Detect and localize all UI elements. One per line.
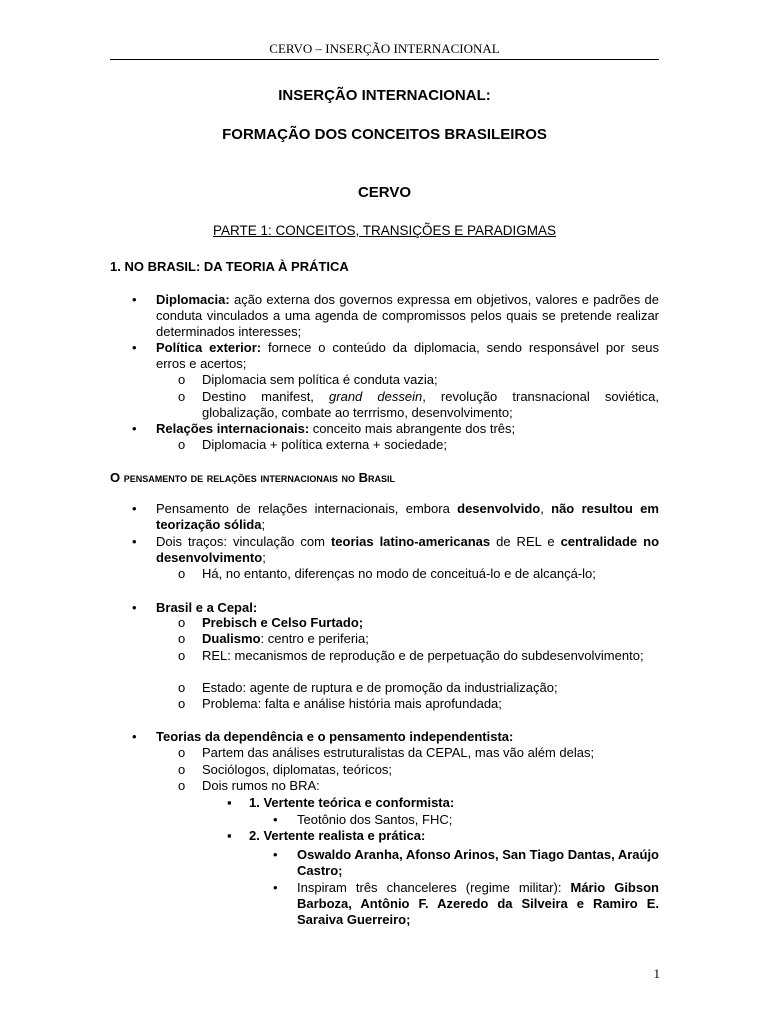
term-label: Política exterior: (156, 340, 262, 355)
part-title: PARTE 1: CONCEITOS, TRANSIÇÕES E PARADIGMAS (212, 223, 557, 238)
sub-item: Estado: agente de ruptura e de promoção da industrialização; (202, 680, 558, 695)
circle-bullet-icon: o (178, 372, 186, 387)
running-header: CERVO – INSERÇÃO INTERNACIONAL (110, 40, 659, 60)
square-bullet-icon (227, 828, 232, 844)
bullet-icon (273, 812, 278, 828)
bullet-icon (273, 880, 278, 896)
term-text: ação externa dos governos expressa em objetivos, valores e padrões de conduta vinculados a uma agenda de compromissos pelos quais se pretende realizar determinados interesses; (156, 292, 659, 339)
circle-bullet-icon: o (178, 389, 186, 404)
sub-item: Sociólogos, diplomatas, teóricos; (202, 762, 393, 777)
list-item-dependencia: Teorias da dependência e o pensamento independentista: (156, 729, 514, 744)
square-bullet-icon (227, 795, 232, 811)
circle-bullet-icon: o (178, 631, 186, 646)
section-2-heading: O pensamento de relações internacionais no Brasil (110, 470, 396, 485)
list-item-cepal: Brasil e a Cepal: (156, 600, 258, 615)
sub-sub-sub-item: Oswaldo Aranha, Afonso Arinos, San Tiago Dantas, Araújo Castro; (297, 847, 659, 878)
bullet-icon (132, 729, 137, 745)
circle-bullet-icon: o (178, 762, 186, 777)
title-line-2: FORMAÇÃO DOS CONCEITOS BRASILEIROS (222, 126, 547, 143)
sub-sub-item: 1. Vertente teórica e conformista: (249, 795, 455, 810)
bullet-icon (132, 421, 137, 437)
term-text: conceito mais abrangente dos três; (309, 421, 516, 436)
sub-item: Problema: falta e análise história mais aprofundada; (202, 696, 502, 711)
section-1-heading: 1. NO BRASIL: DA TEORIA À PRÁTICA (110, 259, 349, 274)
sub-item: Diplomacia + política externa + sociedade; (202, 437, 447, 452)
circle-bullet-icon: o (178, 680, 186, 695)
sub-sub-sub-item: Inspiram três chanceleres (regime militar): Mário Gibson Barboza, Antônio F. Azeredo da Silveira e Ramiro E. Saraiva Guerreiro; (297, 880, 659, 927)
list-item-dois-tracos: Dois traços: vinculação com teorias latino-americanas de REL e centralidade no desenvolvimento; (156, 534, 660, 565)
bullet-icon (132, 501, 137, 517)
term-text: fornece o conteúdo da diplomacia, sendo responsável por seus erros e acertos; (156, 340, 659, 371)
circle-bullet-icon: o (178, 696, 186, 711)
author-heading: CERVO (357, 184, 412, 201)
circle-bullet-icon: o (178, 566, 186, 581)
sub-item: Partem das análises estruturalistas da CEPAL, mas vão além delas; (202, 745, 595, 760)
sub-item: Dois rumos no BRA: (202, 778, 320, 793)
list-item-pensamento: Pensamento de relações internacionais, embora desenvolvido, não resultou em teorização sólida; (156, 501, 659, 532)
sub-item: Há, no entanto, diferenças no modo de conceituá-lo e de alcançá-lo; (202, 566, 596, 581)
sub-sub-item: 2. Vertente realista e prática: (249, 828, 426, 843)
bullet-icon (132, 292, 137, 308)
bullet-icon (132, 600, 137, 616)
bullet-icon (273, 847, 278, 863)
sub-item: Dualismo: centro e periferia; (202, 631, 369, 646)
circle-bullet-icon: o (178, 648, 186, 663)
list-item-politica (156, 340, 659, 372)
circle-bullet-icon: o (178, 615, 186, 630)
sub-item: Prebisch e Celso Furtado; (202, 615, 364, 630)
list-item-relacoes (156, 421, 659, 437)
sub-item: Diplomacia sem política é conduta vazia; (202, 372, 438, 387)
page-number: 1 (653, 966, 660, 981)
title-line-1: INSERÇÃO INTERNACIONAL: (278, 87, 491, 104)
sub-item: Destino manifest, grand dessein, revolução transnacional soviética, globalização, combate ao terrrismo, desenvolvimento; (202, 389, 660, 420)
bullet-icon (132, 534, 137, 550)
bullet-icon (132, 340, 137, 356)
list-item-diplomacia (156, 292, 659, 340)
circle-bullet-icon: o (178, 437, 186, 452)
circle-bullet-icon: o (178, 745, 186, 760)
term-label: Diplomacia: (156, 292, 230, 307)
sub-sub-sub-item: Teotônio dos Santos, FHC; (297, 812, 453, 827)
term-label: Relações internacionais: (156, 421, 310, 436)
sub-item: REL: mecanismos de reprodução e de perpetuação do subdesenvolvimento; (202, 648, 644, 663)
circle-bullet-icon: o (178, 778, 186, 793)
